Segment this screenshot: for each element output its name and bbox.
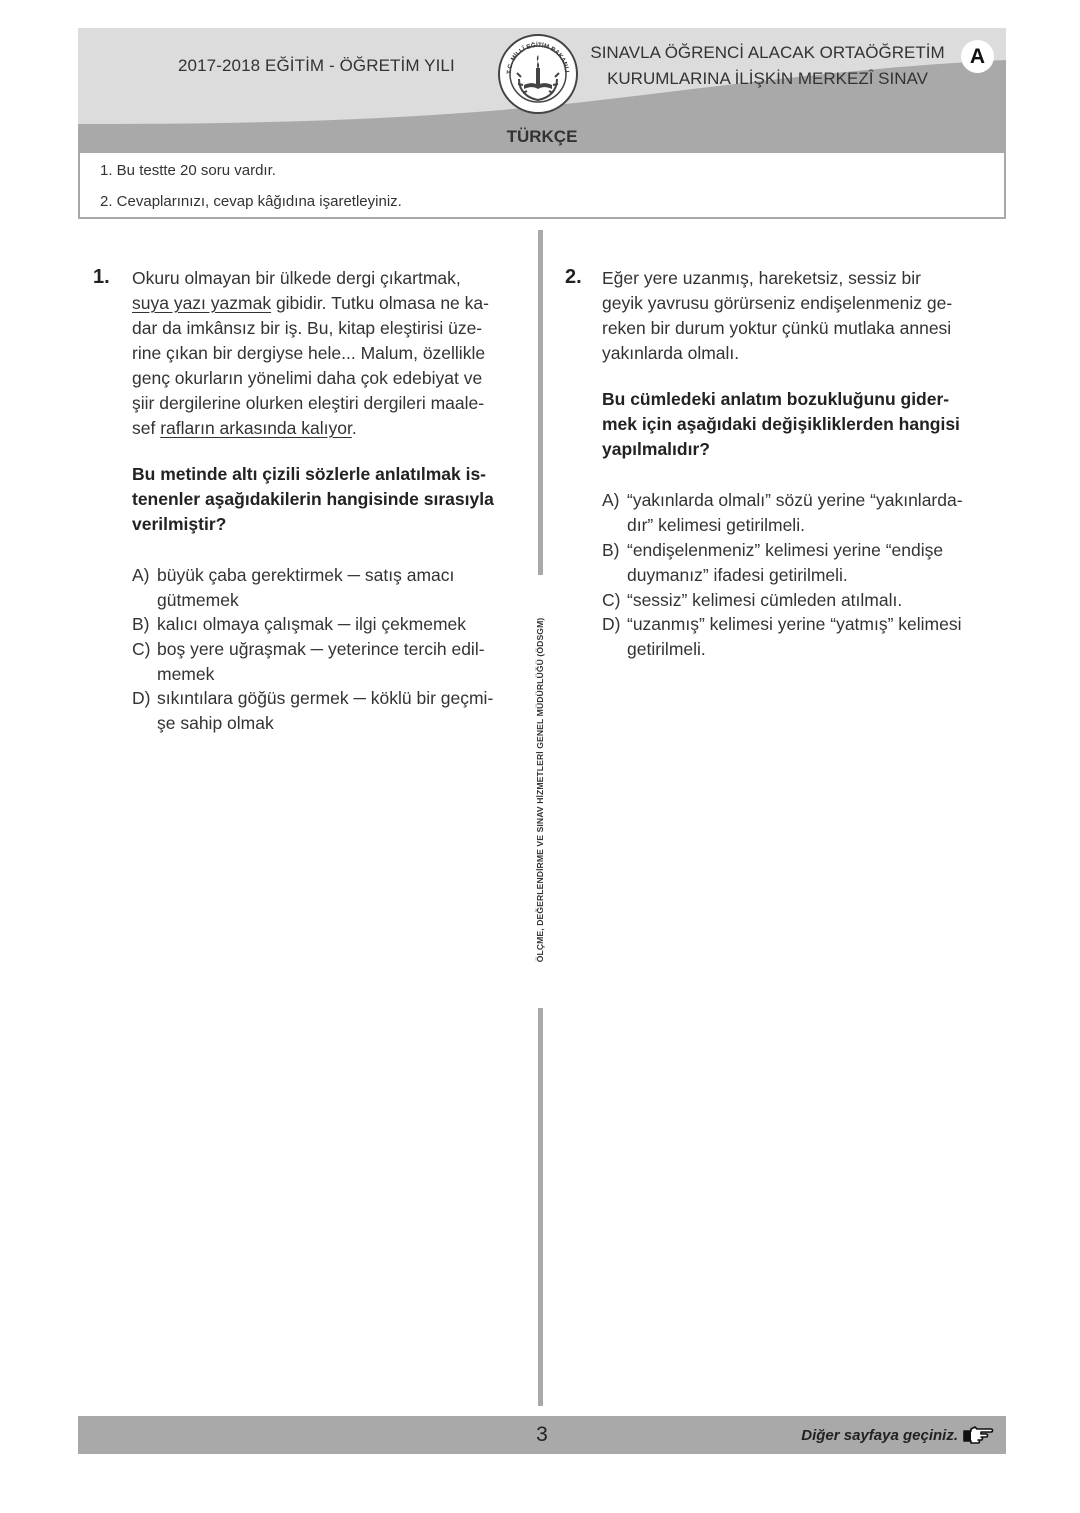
- stem-line: yapılmalıdır?: [602, 439, 710, 459]
- option-letter: A): [602, 490, 620, 510]
- academic-year: 2017-2018 EĞİTİM - ÖĞRETİM YILI: [178, 56, 455, 75]
- question-1-passage: [132, 266, 527, 441]
- passage-line: yakınlarda olmalı.: [602, 343, 740, 363]
- instruction-item: 2. Cevaplarınızı, cevap kâğıdına işaretleyiniz.: [100, 193, 402, 210]
- pointing-hand-icon: [962, 1426, 994, 1444]
- column-divider: [538, 230, 543, 575]
- option-text: büyük çaba gerektirmek ─ satış amacı: [157, 565, 455, 585]
- passage-line: Eğer yere uzanmış, hareketsiz, sessiz bir: [602, 268, 922, 288]
- question-1-option-a[interactable]: [132, 563, 532, 613]
- question-1-option-b[interactable]: [132, 612, 532, 637]
- side-credit-text: ÖLÇME, DEĞERLENDİRME VE SINAV HİZMETLERİ GENEL MÜDÜRLÜĞÜ (ÖDSGM): [535, 617, 545, 963]
- question-2-option-b[interactable]: [602, 538, 1002, 588]
- exam-title-line1: SINAVLA ÖĞRENCİ ALACAK ORTAÖĞRETİM: [590, 43, 945, 62]
- passage-line: rine çıkan bir dergiyse hele... Malum, özellikle: [132, 343, 486, 363]
- ministry-emblem-icon: [497, 33, 579, 115]
- passage-line: reken bir durum yoktur çünkü mutlaka annesi: [602, 318, 952, 338]
- question-1-option-c[interactable]: [132, 637, 532, 687]
- question-2-stem: [602, 387, 1002, 462]
- option-text: kalıcı olmaya çalışmak ─ ilgi çekmemek: [157, 614, 467, 634]
- underlined-phrase-1: suya yazı yazmak: [132, 293, 272, 313]
- option-text: “yakınlarda olmalı” sözü yerine “yakınlarda-: [627, 490, 963, 510]
- instructions-box: [78, 153, 1006, 219]
- exam-title: [585, 40, 950, 92]
- stem-line: tenenler aşağıdakilerin hangisinde sırasıyla: [132, 489, 494, 509]
- option-letter: D): [602, 614, 621, 634]
- option-text: “sessiz” kelimesi cümleden atılmalı.: [627, 590, 903, 610]
- logo-text: T.C. MİLLÎ EĞİTİM BAKANLI: [505, 41, 570, 75]
- passage-line: şiir dergilerine olurken eleştiri dergileri maale-: [132, 393, 485, 413]
- option-letter: C): [132, 639, 151, 659]
- option-text: şe sahip olmak: [157, 713, 274, 733]
- question-2-option-d[interactable]: [602, 612, 1002, 662]
- column-divider: [538, 1008, 543, 1406]
- option-text: boş yere uğraşmak ─ yeterince tercih edil-: [157, 639, 485, 659]
- page-number: 3: [536, 1423, 548, 1446]
- passage-line: dar da imkânsız bir iş. Bu, kitap eleştirisi üze-: [132, 318, 483, 338]
- question-1-stem: [132, 462, 532, 537]
- question-2-option-c[interactable]: [602, 588, 1002, 613]
- option-text: gütmemek: [157, 590, 239, 610]
- passage-line: genç okurların yönelimi daha çok edebiyat ve: [132, 368, 483, 388]
- passage-line: geyik yavrusu görürseniz endişelenmeniz ge-: [602, 293, 953, 313]
- next-page-label: Diğer sayfaya geçiniz.: [801, 1427, 958, 1444]
- stem-line: verilmiştir?: [132, 514, 227, 534]
- option-text: dır” kelimesi getirilmeli.: [627, 515, 805, 535]
- option-text: memek: [157, 664, 215, 684]
- option-text: sıkıntılara göğüs germek ─ köklü bir geçmi-: [157, 688, 494, 708]
- stem-line: Bu cümledeki anlatım bozukluğunu gider-: [602, 389, 950, 409]
- passage-line: sef rafların arkasında kalıyor.: [132, 418, 357, 438]
- instruction-item: 1. Bu testte 20 soru vardır.: [100, 162, 276, 179]
- stem-line: Bu metinde altı çizili sözlerle anlatılmak is-: [132, 464, 486, 484]
- passage-line: Okuru olmayan bir ülkede dergi çıkartmak,: [132, 268, 461, 288]
- option-letter: D): [132, 688, 151, 708]
- option-text: getirilmeli.: [627, 639, 706, 659]
- option-text: “uzanmış” kelimesi yerine “yatmış” kelimesi: [627, 614, 962, 634]
- question-2-number: 2.: [565, 266, 582, 288]
- booklet-type-badge: A: [961, 40, 994, 73]
- question-2-option-a[interactable]: [602, 488, 1002, 538]
- option-letter: B): [602, 540, 620, 560]
- exam-title-line2: KURUMLARINA İLİŞKİN MERKEZÎ SINAV: [607, 69, 928, 88]
- question-1-option-d[interactable]: [132, 686, 532, 736]
- option-letter: A): [132, 565, 150, 585]
- option-letter: C): [602, 590, 621, 610]
- option-letter: B): [132, 614, 150, 634]
- underlined-phrase-2: rafların arkasında kalıyor: [160, 418, 352, 438]
- option-text: duymanız” ifadesi getirilmeli.: [627, 565, 848, 585]
- stem-line: mek için aşağıdaki değişikliklerden hangisi: [602, 414, 960, 434]
- question-1-number: 1.: [93, 266, 110, 288]
- question-2-passage: [602, 266, 997, 366]
- subject-title: TÜRKÇE: [506, 127, 578, 146]
- option-text: “endişelenmeniz” kelimesi yerine “endişe: [627, 540, 944, 560]
- passage-line: suya yazı yazmak gibidir. Tutku olmasa ne ka-: [132, 293, 489, 313]
- footer-band: [78, 1416, 1006, 1454]
